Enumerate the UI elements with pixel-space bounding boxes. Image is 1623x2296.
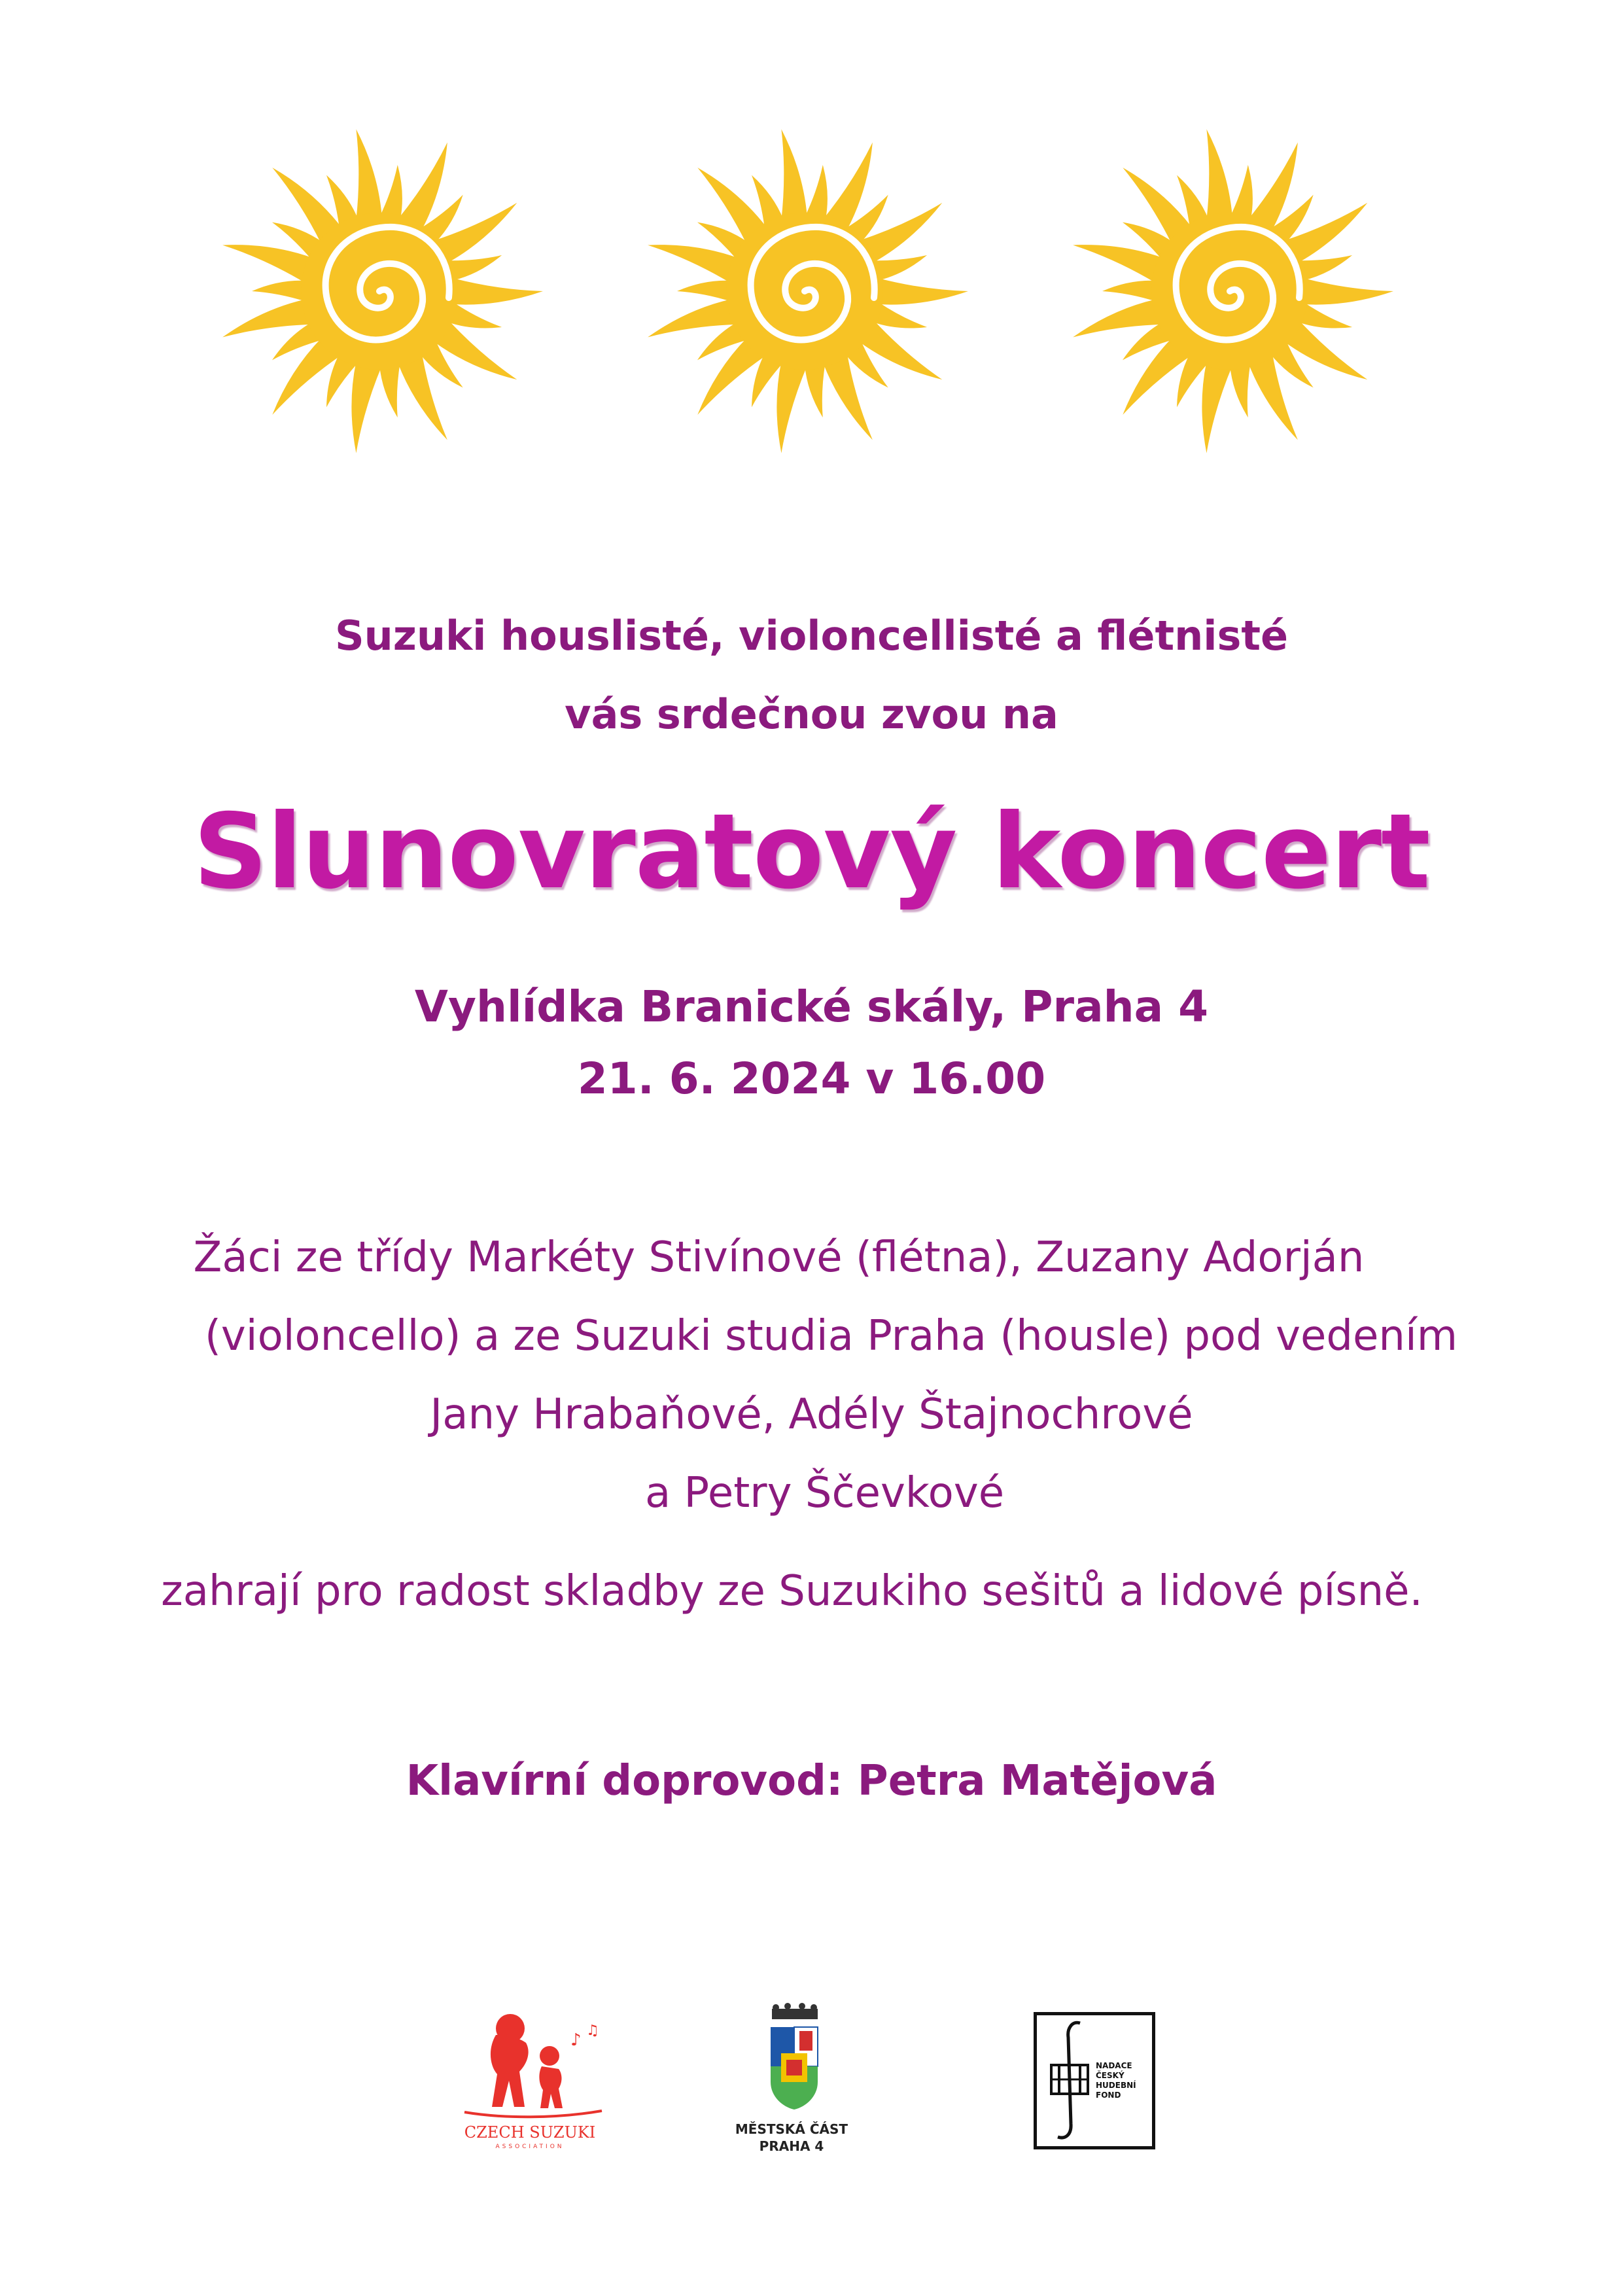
praha4-line-1: MĚSTSKÁ ČÁST [735,2121,848,2137]
sun-ray [351,362,381,453]
sun-icon [196,121,563,461]
sun-ray [777,362,807,453]
czech-suzuki-sub: ASSOCIATION [495,2144,565,2150]
praha4-shield-icon [726,2002,857,2113]
sun-ray [1073,245,1163,283]
sun-ray [222,245,313,283]
body-line-2: (violoncello) a ze Suzuki studia Praha (housle) pod vedením [204,1312,1458,1360]
sun-icon [1047,121,1413,461]
page-title: Slunovratový koncert [193,792,1430,912]
sun-ray [805,165,828,220]
nchf-line-1: NADACE [1096,2061,1132,2070]
sun-ray [1102,281,1157,302]
nchf-line-2: ČESKÝ [1096,2071,1125,2080]
svg-text:♫: ♫ [586,2022,599,2039]
czech-suzuki-logo [451,2009,608,2159]
nchf-logo [1034,2012,1155,2149]
sun-ray [805,362,826,417]
sun-ray [1206,130,1232,221]
sun-icon [621,121,988,461]
accompaniment: Klavírní doprovod: Petra Matějová [406,1757,1217,1805]
body-line-1: Žáci ze třídy Markéty Stivínové (flétna), Zuzany Adorján [193,1233,1365,1282]
sun-ray [379,362,400,417]
sun-ray [379,165,402,220]
body-line-4: a Petry Ščevkové [644,1469,1005,1517]
sun-ray [677,281,731,302]
nchf-line-4: FOND [1096,2091,1121,2100]
sun-ray [453,278,543,305]
sun-ray [1230,362,1251,417]
sun-ray [878,278,968,305]
sun-ray [781,130,807,221]
body-line-3: Jany Hrabaňové, Adély Štajnochrové [430,1390,1193,1439]
sun-ray [252,281,306,302]
sun-ray [648,245,738,283]
nchf-line-3: HUDEBNÍ [1096,2081,1136,2090]
intro-line-1: Suzuki houslisté, violoncellisté a flétnisté [334,612,1289,660]
sun-ray [356,130,382,221]
czech-suzuki-figures-icon [451,2009,608,2120]
body-line-5: zahrají pro radost skladby ze Suzukiho sešitů a lidové písně. [161,1567,1423,1616]
sun-ray [1303,278,1393,305]
czech-suzuki-name: CZECH SUZUKI [464,2123,596,2142]
sun-ray [1230,165,1253,220]
nchf-symbol-icon [1042,2019,1101,2144]
sun-ray [1202,362,1232,453]
venue-datetime: 21. 6. 2024 v 16.00 [577,1053,1046,1104]
praha4-line-2: PRAHA 4 [759,2138,824,2154]
svg-text:♪: ♪ [570,2030,582,2050]
sun-row [0,0,1623,471]
praha4-coat-of-arms [726,2002,857,2172]
intro-line-2: vás srdečnou zvou na [565,690,1058,738]
venue-place: Vyhlídka Branické skály, Praha 4 [414,981,1209,1032]
